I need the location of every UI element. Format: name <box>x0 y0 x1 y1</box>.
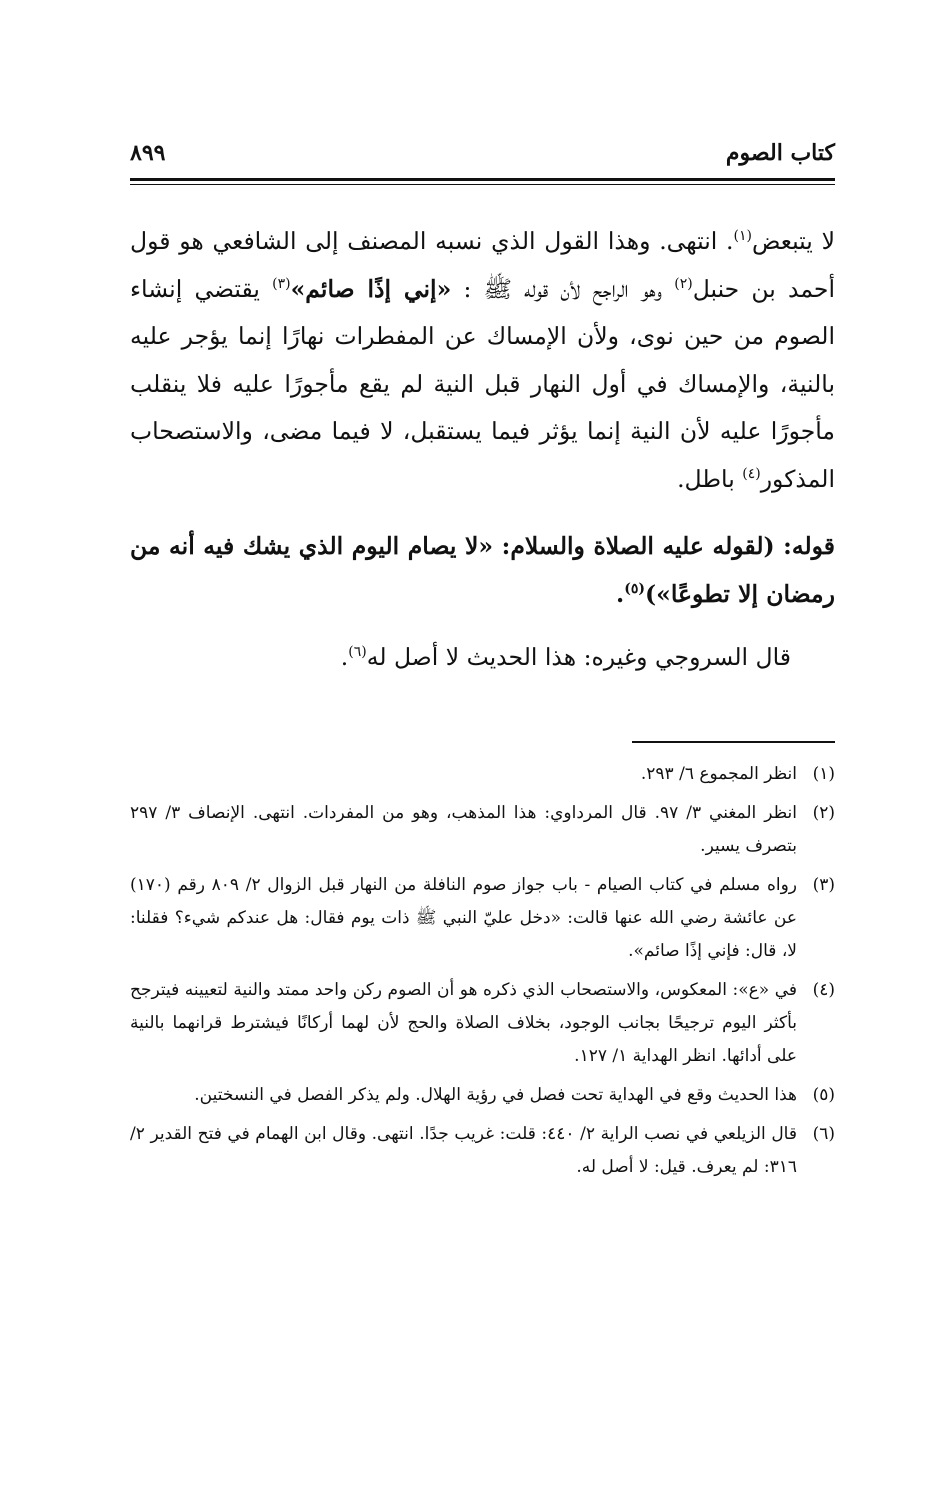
footnote-number: (١) <box>812 764 835 784</box>
text-run: باطل. <box>677 464 743 493</box>
footnote-number: (٥) <box>812 1085 835 1105</box>
footnote-number: (٣) <box>812 875 835 895</box>
footnote-ref: (٦) <box>348 644 367 661</box>
footnote-text: انظر المجموع ٦/ ٢٩٣. <box>640 764 797 784</box>
header-rule-thin <box>130 184 835 185</box>
paragraph-2-quoted-text <box>130 523 835 618</box>
footnote-3 <box>130 869 835 968</box>
main-text <box>130 218 835 682</box>
footnote-ref: (٥) <box>624 580 646 597</box>
text-run: يقتضي إنشاء الصوم من حين نوى، ولأن الإمساك عن المفطرات نهارًا إنما يؤجر عليه بالنية، والإمساك في أول النهار قبل النية لم يقع مأجورًا عليه فلا ينقلب مأجورًا عليه لأن النية إنما يؤثر فيما يستقبل، لا فيما مضى، والاستصحاب المذكور <box>130 274 835 493</box>
footnote-text: انظر المغني ٣/ ٩٧. قال المرداوي: هذا المذهب، وهو من المفردات. انتهى. الإنصاف ٣/ ٢٩٧ بتصرف يسير. <box>130 803 797 856</box>
text-run: . انتهى. وهذا القول الذي نسبه المصنف إلى الشافعي هو قول أحمد بن حنبل <box>130 227 835 303</box>
text-run: لا يتبعض <box>751 227 835 255</box>
footnote-ref: (١) <box>733 228 752 245</box>
footnotes <box>130 758 835 1190</box>
footnote-ref: (٤) <box>742 465 761 482</box>
paragraph-1 <box>130 218 835 503</box>
text-run: قال السروجي وغيره: هذا الحديث لا أصل له <box>366 643 791 671</box>
footnote-2 <box>130 797 835 863</box>
footnote-text: قال الزيلعي في نصب الراية ٢/ ٤٤٠: قلت: غريب جدًا. انتهى. وقال ابن الهمام في فتح القدير ٢/ ٣١٦: لم يعرف. قيل: لا أصل له. <box>130 1124 797 1177</box>
footnote-text: في «ع»: المعكوس، والاستصحاب الذي ذكره هو أن الصوم ركن واحد ممتد والنية لتعيينه فيترجح بأكثر اليوم ترجيحًا بجانب الوجود، بخلاف الصلاة والحج لأن لهما أركانًا فيشترط قرانهما بالنية على أدائها. انظر الهداية ١/ ١٢٧. <box>130 980 797 1066</box>
running-title: كتاب الصوم <box>725 140 835 166</box>
text-run: . <box>340 643 349 671</box>
paragraph-3 <box>130 634 835 682</box>
footnote-ref: (٣) <box>272 275 291 292</box>
page-header <box>130 140 835 172</box>
footnote-number: (٦) <box>812 1124 835 1144</box>
footnote-number: (٢) <box>812 803 835 823</box>
page-number: ٨٩٩ <box>130 140 166 166</box>
footnote-separator <box>632 741 835 743</box>
footnote-text: هذا الحديث وقع في الهداية تحت فصل في رؤية الهلال. ولم يذكر الفصل في النسختين. <box>194 1085 797 1105</box>
text-run: قوله: (لقوله عليه الصلاة والسلام: «لا يصام اليوم الذي يشك فيه أنه من رمضان إلا تطوعًا») <box>130 532 835 608</box>
footnote-6 <box>130 1118 835 1184</box>
text-run: وهو الراجح لأن قوله ﷺ : <box>451 274 675 303</box>
text-run: . <box>616 579 625 608</box>
footnote-text: رواه مسلم في كتاب الصيام - باب جواز صوم النافلة من النهار قبل الزوال ٢/ ٨٠٩ رقم (١٧٠) عن عائشة رضي الله عنها قالت: «دخل عليّ النبي ﷺ ذات يوم فقال: هل عندكم شيء؟ فقلنا: لا، قال: فإني إذًا صائم». <box>130 875 797 961</box>
footnote-1 <box>130 758 835 791</box>
header-rule-thick <box>130 178 835 181</box>
footnote-number: (٤) <box>812 980 835 1000</box>
footnote-5 <box>130 1079 835 1112</box>
footnote-ref: (٢) <box>674 275 693 292</box>
footnote-4 <box>130 974 835 1073</box>
hadith-quote: «إني إذًا صائم» <box>290 274 452 303</box>
